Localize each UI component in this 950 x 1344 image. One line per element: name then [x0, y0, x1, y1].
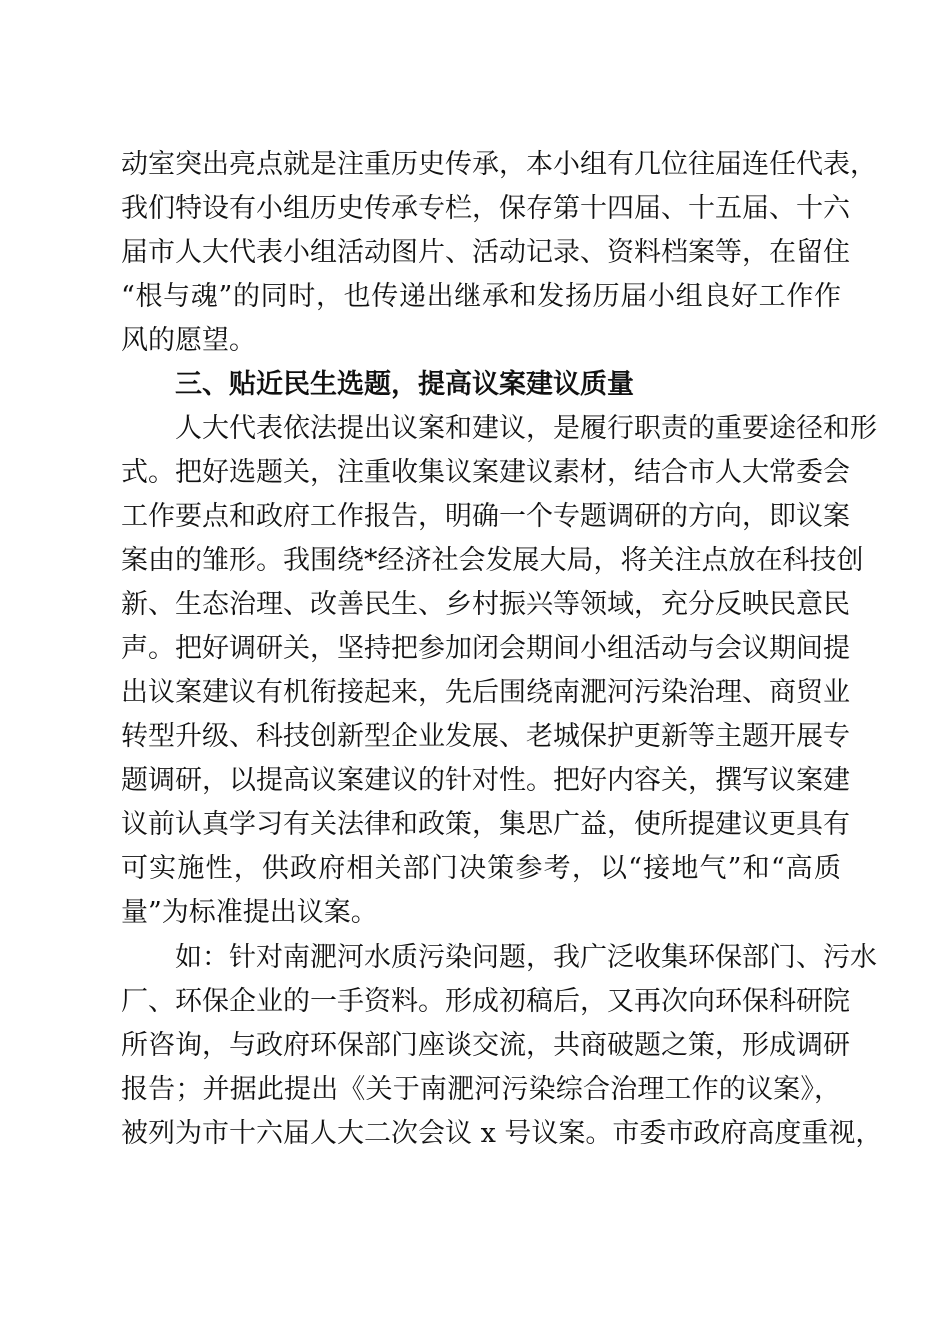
text-line: 式。把好选题关，注重收集议案建议素材，结合市人大常委会 [121, 457, 850, 488]
text-line: 新、生态治理、改善民生、乡村振兴等领域，充分反映民意民 [121, 589, 850, 620]
text-line: 量”为标准提出议案。 [121, 897, 378, 928]
text-line: 报告；并据此提出《关于南淝河污染综合治理工作的议案》， [121, 1074, 841, 1105]
text-line: 题调研，以提高议案建议的针对性。把好内容关，撰写议案建 [121, 765, 850, 796]
text-line: 届市人大代表小组活动图片、活动记录、资料档案等，在留住 [121, 237, 850, 268]
text-line: “根与魂”的同时，也传递出继承和发扬历届小组良好工作作 [121, 281, 841, 312]
text-line: 出议案建议有机衔接起来，先后围绕南淝河污染治理、商贸业 [121, 677, 850, 708]
text-line: 动室突出亮点就是注重历史传承，本小组有几位往届连任代表， [121, 149, 877, 180]
text-line: 我们特设有小组历史传承专栏，保存第十四届、十五届、十六 [121, 193, 850, 224]
text-line: 声。把好调研关，坚持把参加闭会期间小组活动与会议期间提 [121, 633, 850, 664]
text-line: 所咨询，与政府环保部门座谈交流，共商破题之策，形成调研 [121, 1030, 850, 1061]
text-line: 可实施性，供政府相关部门决策参考，以“接地气”和“高质 [121, 853, 841, 884]
text-line: 转型升级、科技创新型企业发展、老城保护更新等主题开展专 [121, 721, 850, 752]
text-line: 被列为市十六届人大二次会议 x 号议案。市委市政府高度重视， [121, 1118, 883, 1149]
text-line: 风的愿望。 [121, 325, 256, 356]
section-heading: 三、贴近民生选题，提高议案建议质量 [175, 369, 634, 400]
text-line: 厂、环保企业的一手资料。形成初稿后，又再次向环保科研院 [121, 986, 850, 1017]
text-line: 议前认真学习有关法律和政策，集思广益，使所提建议更具有 [121, 809, 850, 840]
text-line: 人大代表依法提出议案和建议，是履行职责的重要途径和形 [175, 413, 877, 444]
text-line: 工作要点和政府工作报告，明确一个专题调研的方向，即议案 [121, 501, 850, 532]
text-line: 案由的雏形。我围绕*经济社会发展大局，将关注点放在科技创 [121, 545, 864, 576]
text-line: 如：针对南淝河水质污染问题，我广泛收集环保部门、污水 [175, 942, 877, 973]
